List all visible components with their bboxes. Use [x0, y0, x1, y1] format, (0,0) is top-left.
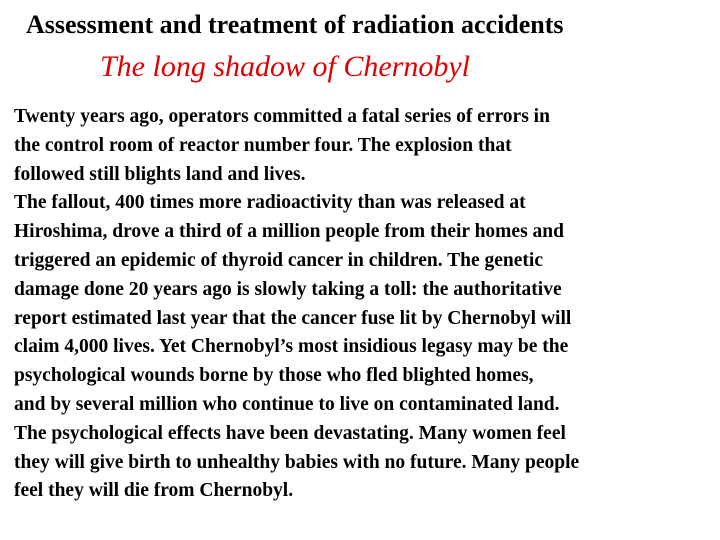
body-line: report estimated last year that the cancer fuse lit by Chernobyl will	[14, 307, 572, 329]
body-line: and by several million who continue to live on contaminated land.	[14, 393, 560, 415]
slide-title: Assessment and treatment of radiation accidents	[26, 10, 564, 39]
body-line: claim 4,000 lives. Yet Chernobyl’s most insidious legasy may be the	[14, 336, 569, 358]
body-line: The psychological effects have been devastating. Many women feel	[14, 422, 566, 444]
slide-subtitle: The long shadow of Chernobyl	[100, 50, 471, 83]
body-line: Twenty years ago, operators committed a fatal series of errors in	[14, 106, 550, 127]
body-text	[14, 103, 714, 506]
body-line: Hiroshima, drove a third of a million people from their homes and	[14, 221, 564, 243]
body-line: the control room of reactor number four. The explosion that	[14, 134, 512, 156]
body-line: The fallout, 400 times more radioactivity than was released at	[14, 192, 526, 214]
body-line: psychological wounds borne by those who fled blighted homes,	[14, 365, 534, 387]
body-line: feel they will die from Chernobyl.	[14, 480, 294, 502]
body-line: damage done 20 years ago is slowly taking a toll: the authoritative	[14, 278, 562, 300]
body-line: triggered an epidemic of thyroid cancer in children. The genetic	[14, 249, 543, 271]
body-line: they will give birth to unhealthy babies with no future. Many people	[14, 451, 580, 473]
body-line: followed still blights land and lives.	[14, 163, 306, 185]
